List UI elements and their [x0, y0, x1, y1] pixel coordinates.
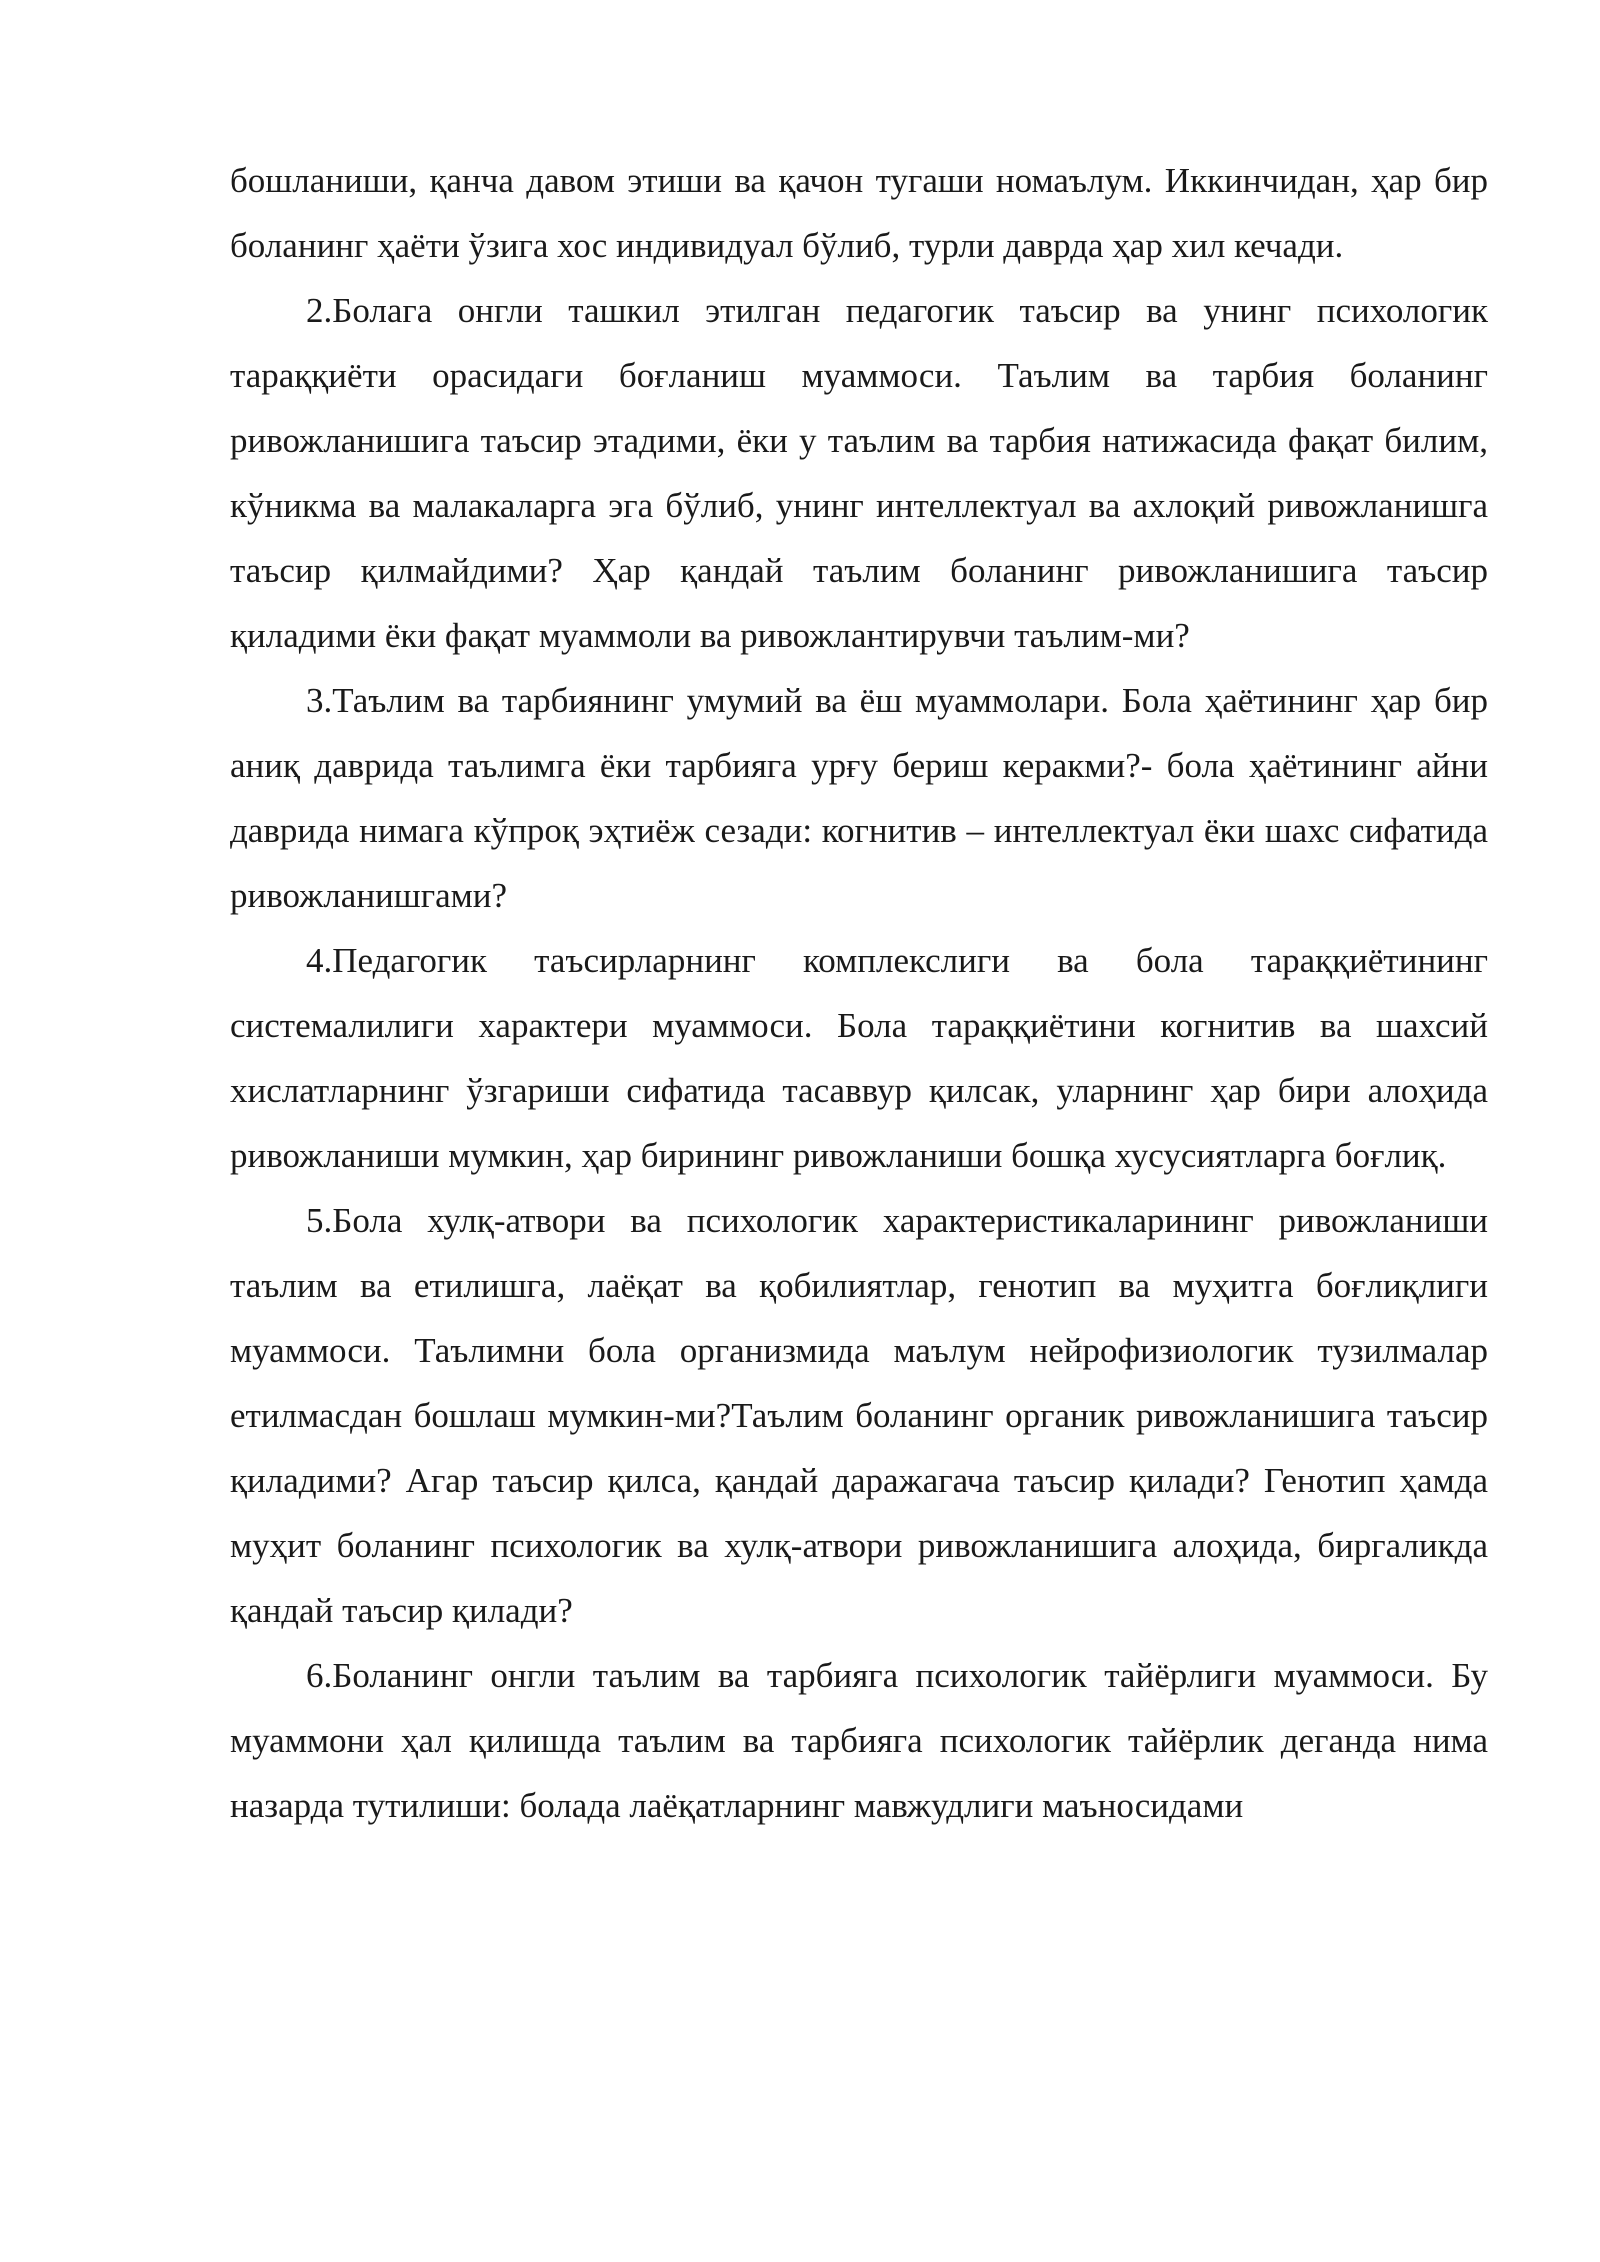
document-page	[230, 148, 1488, 1838]
paragraph-item-3: 3.Таълим ва тарбиянинг умумий ва ёш муаммолари. Бола ҳаётининг ҳар бир аниқ даврида таълимга ёки тарбияга урғу бериш керакми?- бола ҳаётининг айни даврида нимага кўпроқ эҳтиёж сезади: когнитив – интеллектуал ёки шахс сифатида ривожланишгами?	[230, 681, 1488, 915]
paragraph-item-5: 5.Бола хулқ-атвори ва психологик характеристикаларининг ривожланиши таълим ва етилишга, лаёқат ва қобилиятлар, генотип ва муҳитга боғлиқлиги муаммоси. Таълимни бола организмида маълум нейрофизиологик тузилмалар етилмасдан бошлаш мумкин-ми?Таълим боланинг органик ривожланишига таъсир қиладими? Агар таъсир қилса, қандай даражагача таъсир қилади? Генотип ҳамда муҳит боланинг психологик ва хулқ-атвори ривожланишига алоҳида, биргаликда қандай таъсир қилади?	[230, 1201, 1488, 1630]
paragraph-item-4: 4.Педагогик таъсирларнинг комплекслиги ва бола тараққиётининг системалилиги характери муаммоси. Бола тараққиётини когнитив ва шахсий хислатларнинг ўзгариши сифатида тасаввур қилсак, уларнинг ҳар бири алоҳида ривожланиши мумкин, ҳар бирининг ривожланиши бошқа хусусиятларга боғлиқ.	[230, 941, 1488, 1175]
paragraph-continuation: бошланиши, қанча давом этиши ва қачон тугаши номаълум. Иккинчидан, ҳар бир боланинг ҳаёти ўзига хос индивидуал бўлиб, турли даврда ҳар хил кечади.	[230, 161, 1488, 265]
paragraph-item-2: 2.Болага онгли ташкил этилган педагогик таъсир ва унинг психологик тараққиёти орасидаги боғланиш муаммоси. Таълим ва тарбия боланинг ривожланишига таъсир этадими, ёки у таълим ва тарбия натижасида фақат билим, кўникма ва малакаларга эга бўлиб, унинг интеллектуал ва ахлоқий ривожланишга таъсир қилмайдими? Ҳар қандай таълим боланинг ривожланишига таъсир қиладими ёки фақат муаммоли ва ривожлантирувчи таълим-ми?	[230, 291, 1488, 655]
paragraph-item-6: 6.Боланинг онгли таълим ва тарбияга психологик тайёрлиги муаммоси. Бу муаммони ҳал қилишда таълим ва тарбияга психологик тайёрлик деганда нима назарда тутилиши: болада лаёқатларнинг мавжудлиги маъносидами	[230, 1656, 1488, 1825]
